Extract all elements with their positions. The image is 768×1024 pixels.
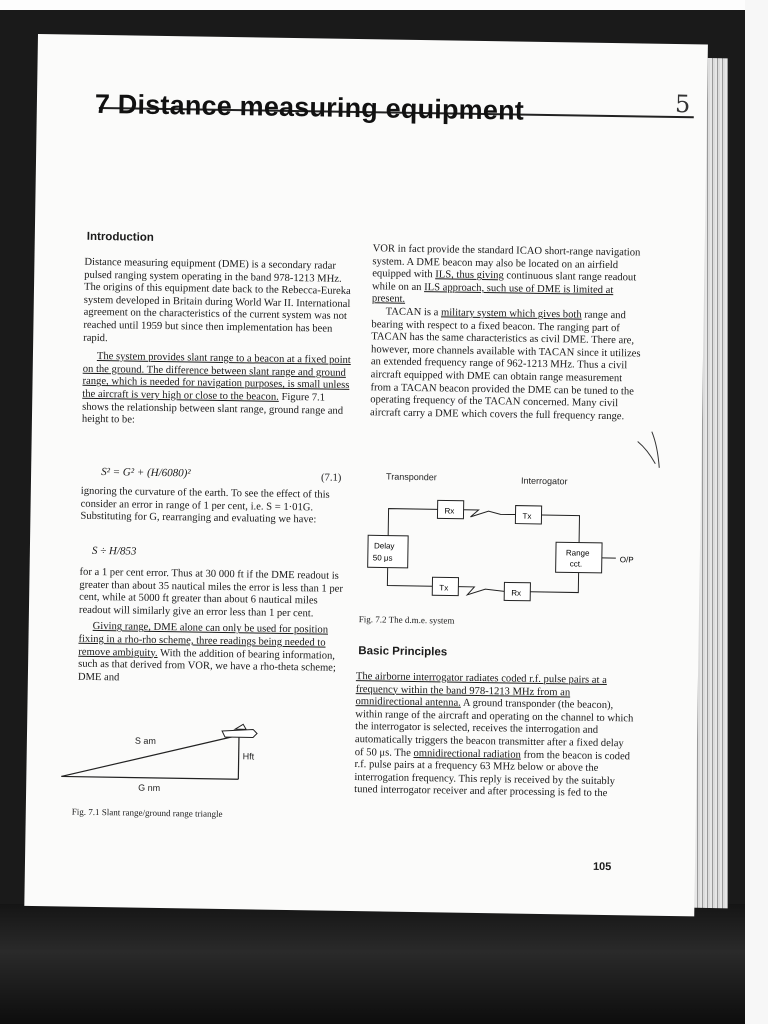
book-page — [24, 34, 708, 916]
underlined-text: The airborne interrogator radiates coded r.f. pulse pairs at a frequency within the band 978-1213 MHz from an omnidirectional antenna. — [355, 671, 607, 709]
paragraph-text: Figure 7.1 shows the relationship between slant range, ground range and height to be: — [81, 391, 344, 426]
dme-system-diagram — [359, 469, 651, 614]
output-label: O/P — [619, 555, 634, 565]
height-line — [238, 735, 239, 779]
range-label-2: cct. — [569, 559, 583, 569]
basic-principles-paragraph — [354, 671, 634, 801]
chapter-title: 7 Distance measuring equipment — [94, 88, 525, 126]
paragraph-text: range and bearing with respect to a fixed beacon. The ranging part of TACAN has the same characteristics as civil DME. There are, however, more channels available with TACAN since it utilizes an extended frequency range of 962-1213 MHz. Thus a civil aircraft equipped with DME can obtain range measurement from a TACAN beacon provided the DME can be tuned to the operating frequency of the TACAN concerned. Many civil aircraft carry a DME which covers the full frequency range. — [370, 309, 641, 422]
paragraph-text: from the beacon is coded r.f. pulse pairs at a frequency 63 MHz below or above the interrogation frequency. This reply is received by the suitably tuned interrogator receiver and after processing is fed to the — [354, 749, 631, 800]
basic-principles-heading: Basic Principles — [358, 645, 448, 659]
equation-2: S ÷ H/853 — [91, 544, 137, 558]
underlined-text: Giving range, DME alone can only be used for position fixing in a rho-rho scheme, three readings being needed to remove ambiguity. — [78, 621, 329, 659]
error-paragraph: for a 1 per cent error. Thus at 30 000 ft if the DME readout is greater than about 35 nautical miles the error is less than 1 per cent, while at 5000 ft greater than about 6 nautical miles readout will similarly give an error less than 1 per cent. — [78, 566, 343, 620]
top-margin-band — [0, 0, 768, 10]
range-label-1: Range — [565, 548, 590, 558]
slant-range-paragraph — [82, 351, 353, 431]
paragraph-text: With the addition of bearing information, such as that derived from VOR, we have a rho-theta scheme; DME and — [77, 647, 336, 684]
intro-paragraph: Distance measuring equipment (DME) is a secondary radar pulsed ranging system operating in the band 978-1213 MHz. The origins of this equipment date back to the Rebecca-Eureka system developed in Britain during World War II. International agreement on the characteristics of the current system was not reached until 1959 but since then implementation has been rapid. — [83, 256, 351, 344]
underlined-text: ILS approach, such use of DME is limited at present. — [371, 281, 614, 306]
introduction-heading: Introduction — [86, 230, 154, 244]
handwritten-page-number: 5 — [674, 90, 691, 119]
underlined-text: omnidirectional radiation — [413, 747, 521, 761]
page-folio: 105 — [592, 860, 612, 874]
figure-7-2-caption: Fig. 7.2 The d.m.e. system — [358, 614, 455, 626]
curvature-paragraph: ignoring the curvature of the earth. To see the effect of this consider an error in range of 1 per cent, i.e. S = 1·01G. Substituting for G, rearranging and evaluating we have: — [80, 485, 330, 526]
label-transponder: Transponder — [386, 471, 437, 483]
ground-line — [61, 776, 238, 779]
paragraph-text: TACAN is a — [385, 306, 442, 319]
delay-box — [368, 535, 408, 568]
label-ground: G nm — [138, 782, 161, 794]
rx-bottom-label: Rx — [511, 588, 522, 598]
delay-label-1: Delay — [373, 541, 395, 551]
label-slant: S am — [134, 735, 157, 746]
left-column-text-1 — [82, 257, 355, 431]
right-margin-strip — [745, 0, 768, 1024]
rho-rho-paragraph — [78, 621, 349, 688]
underlined-text: The system provides slant range to a beacon at a fixed point on the ground. The difference between slant range and ground range, which is needed for navigation purposes, is small unless the aircraft is very high or close to the beacon. — [82, 351, 351, 403]
handwritten-check-mark — [631, 423, 682, 474]
underlined-text: ILS, thus giving — [435, 269, 504, 282]
rx-top-label: Rx — [444, 506, 455, 516]
delay-label-2: 50 μs — [372, 553, 393, 563]
vor-paragraph — [372, 243, 645, 310]
underlined-text: military system which gives both — [440, 307, 582, 321]
left-column-text-2 — [80, 486, 351, 528]
equation-7-1: S² = G² + (H/6080)² — [101, 466, 191, 480]
equation-number: (7.1) — [320, 472, 342, 484]
label-interrogator: Interrogator — [520, 475, 568, 487]
right-column-text-2 — [354, 671, 634, 801]
tx-bottom-label: Tx — [439, 583, 449, 593]
paragraph-text: A ground transponder (the beacon), within range of the aircraft and operating on the channel to which the interrogator is selected, receives the interrogation and automatically triggers the beacon transmitter after a fixed delay of 50 μs. The — [354, 697, 634, 759]
tx-top-label: Tx — [522, 511, 532, 521]
left-column-text-3 — [78, 567, 350, 689]
tacan-paragraph — [370, 306, 644, 424]
right-column-text-1 — [370, 243, 645, 424]
aircraft-icon — [222, 724, 257, 738]
slant-range-triangle-figure — [56, 714, 277, 797]
figure-7-1-caption: Fig. 7.1 Slant range/ground range triangle — [71, 806, 223, 819]
paragraph-text: VOR in fact provide the standard ICAO short-range navigation system. A DME beacon may also be located on an airfield equipped with — [372, 243, 641, 281]
label-height: Hft — [242, 751, 255, 762]
paragraph-text: continuous slant range readout while on an — [371, 270, 637, 293]
